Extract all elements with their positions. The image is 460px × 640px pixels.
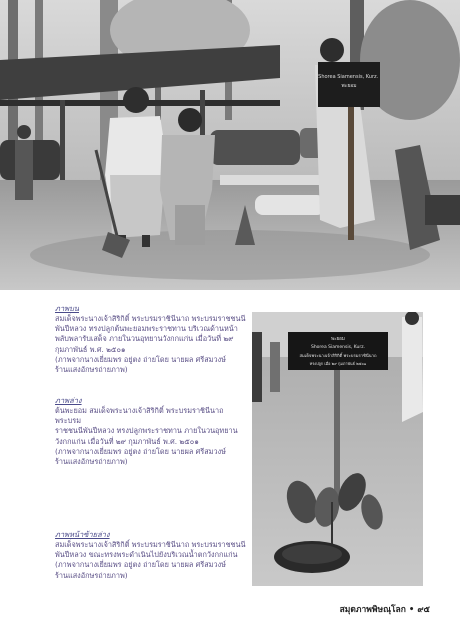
book-title: สมุดภาพพิษณุโลก [339, 605, 406, 615]
bottom-sign-date: ทรงปลูก เมื่อ ๒๙ กุมภาพันธ์ ๒๕๐๑ [309, 361, 367, 366]
photo-tree-planting [0, 0, 460, 290]
caption-body: สมเด็จพระนางเจ้าสิริกิติ์ พระบรมราชินีนาถ พระบรมราชชนนี พันปีหลวง ทรงปลูกต้นพะยอมพระราชทาน บริเวณด้านหน้า พลับพลารับเสด็จ ภายในวนอุทยานวังกกแก่น เมื่อวันที่ ๒๙ กุมภาพันธ์ พ.ศ. ๒๕๐๑ (ภาพจากนางเยี่ยมพร อยู่ตง ถ่ายโดย นายผล ศรีสมวงษ์ ร้านแสงอักษรถ่ายภาพ) [55, 314, 246, 375]
caption-heading: ภาพหน้าซ้ายล่าง [55, 530, 110, 539]
photo-planted-sapling [252, 312, 423, 586]
caption-top-photo [55, 304, 245, 375]
photo-planted-sapling-image [252, 312, 423, 586]
top-sign-text: Shorea Siamensis, Kurz. พะยอม [318, 74, 379, 89]
photo-tree-planting-image [0, 0, 460, 290]
bottom-sign-scientific-name: Shorea Siamensis, Kurz. [310, 345, 366, 350]
footer-separator: • [408, 605, 415, 615]
caption-heading: ภาพล่าง [55, 396, 82, 405]
caption-bottom-photo [55, 396, 247, 467]
caption-heading: ภาพบน [55, 304, 79, 313]
caption-body: สมเด็จพระนางเจ้าสิริกิติ์ พระบรมราชินีนาถ พระบรมราชชนนี พันปีหลวง ขณะทรงพระดำเนินไปยังบริเวณน้ำตกวังกกแก่น (ภาพจากนางเยี่ยมพร อยู่ตง ถ่ายโดย นายผล ศรีสมวงษ์ ร้านแสงอักษรถ่ายภาพ) [55, 540, 246, 580]
bottom-sign-line: สมเด็จพระนางเจ้าสิริกิติ์ พระบรมราชินีนาถ [299, 353, 377, 358]
page-footer [340, 602, 430, 616]
bottom-sign-title: พะยอม [331, 337, 345, 342]
page-number: ๙๕ [417, 605, 430, 615]
caption-body: ต้นพะยอม สมเด็จพระนางเจ้าสิริกิติ์ พระบรมราชินีนาถ พระบรม ราชชนนีพันปีหลวง ทรงปลูกพระราชทาน ภายในวนอุทยาน วังกกแก่น เมื่อวันที่ ๒๙ กุมภาพันธ์ พ.ศ. ๒๕๐๑ (ภาพจากนางเยี่ยมพร อยู่ตง ถ่ายโดย นายผล ศรีสมวงษ์ ร้านแสงอักษรถ่ายภาพ) [55, 406, 238, 467]
caption-left-page-bottom [55, 530, 245, 581]
